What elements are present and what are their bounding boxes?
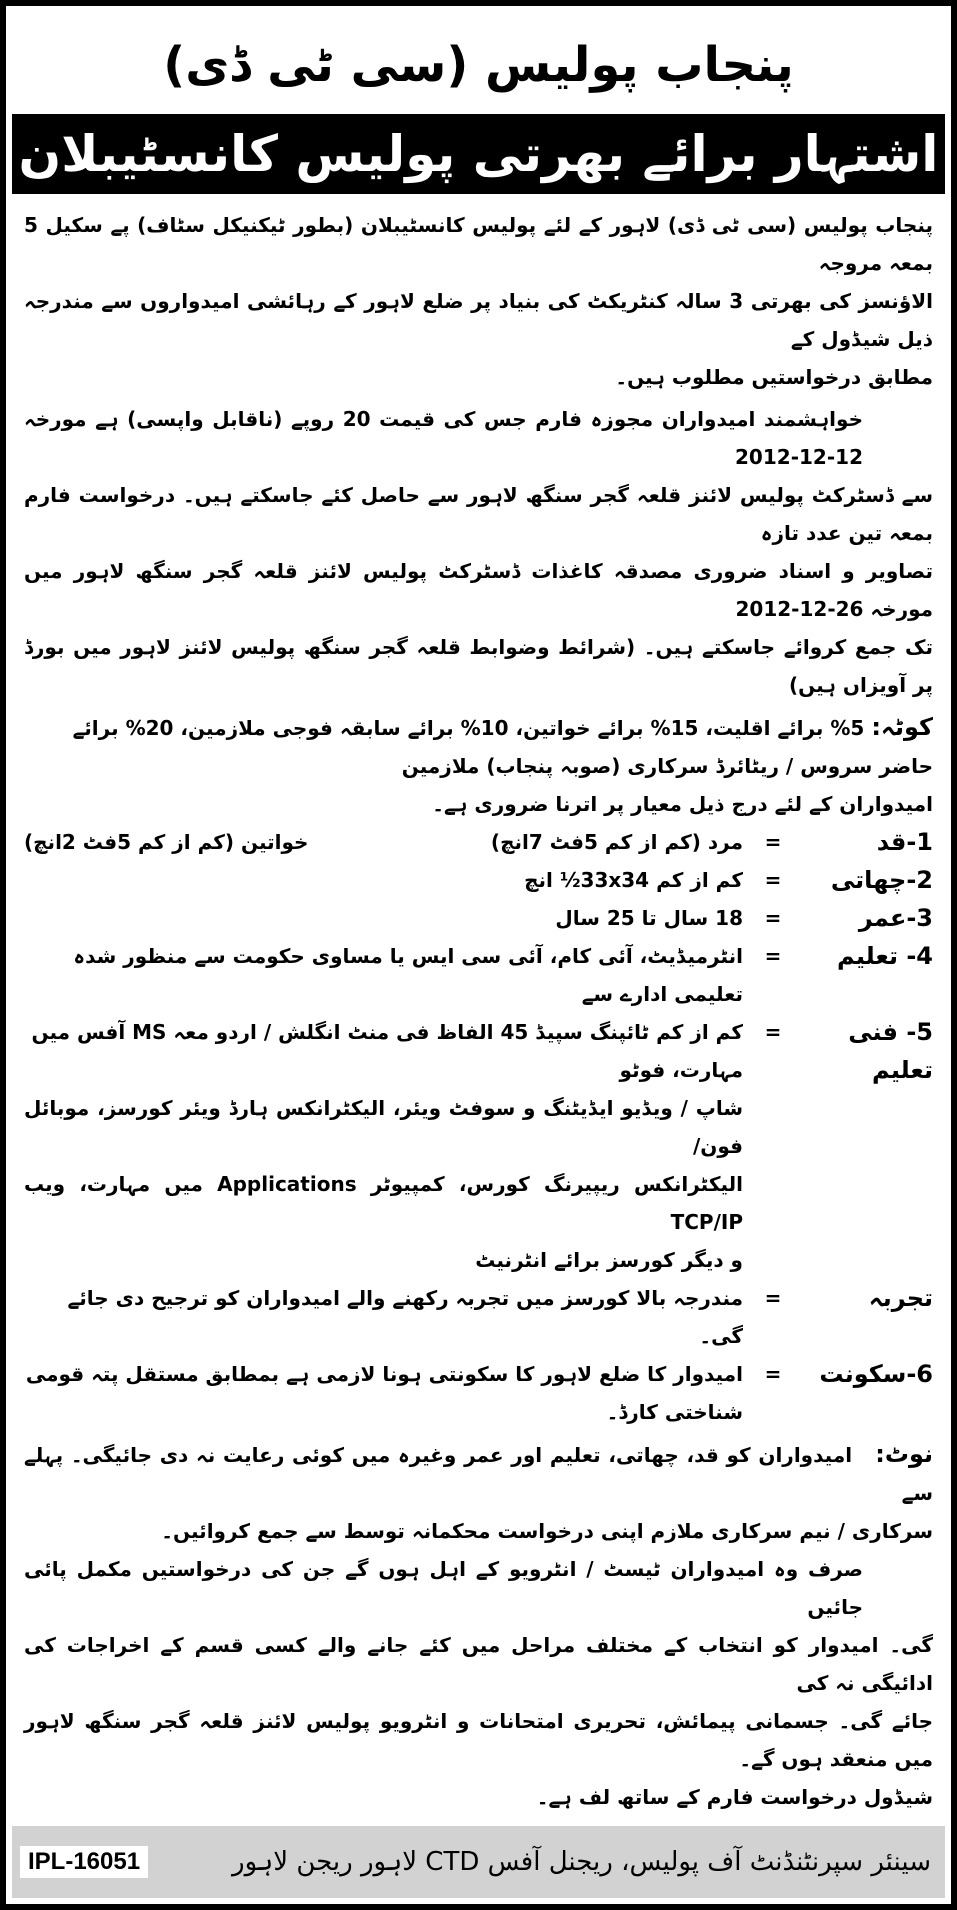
criteria-label: 3-عمر (858, 904, 933, 932)
intro-line: الاؤنسز کی بھرتی 3 سالہ کنٹریکٹ کی بنیاد پر ضلع لاہور کے رہائشی امیدواروں سے مندرجہ ذیل شیڈول کے (24, 289, 933, 351)
equals-sign: = (764, 1286, 782, 1310)
advertisement (6, 6, 951, 1904)
note-line: شیڈول درخواست فارم کے ساتھ لف ہے۔ (536, 1785, 933, 1809)
technical-continued: شاپ / ویڈیو ایڈیٹنگ و سوفٹ ویئر، الیکٹرانکس ہارڈ ویئر کورسز، موبائل فون/ (24, 1096, 743, 1158)
criteria-chest (24, 861, 933, 899)
application-line: تک جمع کروائے جاسکتے ہیں۔ (شرائط وضوابط قلعہ گجر سنگھ پولیس لائنز لاہور میں بورڈ پر آویزاں ہیں) (24, 635, 933, 697)
application-line: خواہشمند امیدواران مجوزہ فارم جس کی قیمت 20 روپے (ناقابل واپسی) ہے مورخہ 12-12-2012 (24, 407, 863, 469)
footer-band (12, 1826, 945, 1898)
criteria-height (24, 823, 933, 861)
note-line: گی۔ امیدوار کو انتخاب کے مختلف مراحل میں کئے جانے والے کسی قسم کے اخراجات کی ادائیگی نہ کی (24, 1633, 933, 1695)
criteria-value: کم از کم 33x34½ انچ (524, 868, 743, 892)
ad-banner-heading: اشتہار برائے بھرتی پولیس کانسٹیبلان (12, 114, 945, 194)
criteria-value-women: خواتین (کم از کم 5فٹ 2انچ) (24, 830, 309, 854)
ad-code: IPL-16051 (20, 1846, 148, 1878)
criteria-value: مرد (کم از کم 5فٹ 7انچ) (490, 830, 743, 854)
criteria-label: 2-چھاتی (830, 866, 933, 894)
criteria-value: مندرجہ بالا کورسز میں تجربہ رکھنے والے امیدواران کو ترجیح دی جائے گی۔ (67, 1286, 743, 1348)
criteria-value: انٹرمیڈیٹ، آئی کام، آئی سی ایس یا مساوی حکومت سے منظور شدہ تعلیمی ادارے سے (73, 944, 743, 1006)
criteria-age (24, 899, 933, 937)
equals-sign: = (764, 1020, 782, 1044)
criteria-label: تجربہ (868, 1284, 933, 1312)
intro-line: پنجاب پولیس (سی ٹی ڈی) لاہور کے لئے پولیس کانسٹیبلان (بطور ٹیکنیکل سٹاف) پے سکیل 5 بمعہ مروجہ (24, 213, 933, 275)
criteria-label: 1-قد (876, 828, 933, 856)
quota-line (24, 708, 933, 747)
equals-sign: = (764, 906, 782, 930)
note-text: امیدواران کو قد، چھاتی، تعلیم اور عمر وغیرہ میں کوئی رعایت نہ دی جائیگی۔ پہلے سے (24, 1443, 933, 1505)
quota-line-2: حاضر سروس / ریٹائرڈ سرکاری (صوبہ پنجاب) ملازمین (401, 754, 933, 778)
criteria-domicile (24, 1355, 933, 1431)
quota-label: کوٹہ: (871, 713, 933, 741)
criteria-intro: امیدواران کے لئے درج ذیل معیار پر اترنا ضروری ہے۔ (432, 792, 933, 816)
intro-line: مطابق درخواستیں مطلوب ہیں۔ (615, 365, 933, 389)
ad-body (6, 194, 951, 1826)
quota-text: 5% برائے اقلیت، 15% برائے خواتین، 10% برائے سابقہ فوجی ملازمین، 20% برائے (72, 716, 865, 740)
note-label: نوٹ: (875, 1440, 934, 1468)
criteria-value: امیدوار کا ضلع لاہور کا سکونتی ہونا لازمی ہے بمطابق مستقل پتہ قومی شناختی کارڈ۔ (25, 1362, 743, 1424)
application-line: سے ڈسٹرکٹ پولیس لائنز قلعہ گجر سنگھ لاہور سے حاصل کئے جاسکتے ہیں۔ درخواست فارم بمعہ تین عدد تازہ (24, 483, 933, 545)
equals-sign: = (764, 1362, 782, 1386)
equals-sign: = (764, 868, 782, 892)
criteria-label: 5- فنی تعلیم (848, 1018, 933, 1084)
note-line: صرف وہ امیدواران ٹیسٹ / انٹرویو کے اہل ہوں گے جن کی درخواستیں مکمل پائی جائیں (24, 1557, 863, 1619)
technical-continued: و دیگر کورسز برائے انٹرنیٹ (475, 1248, 743, 1272)
criteria-technical (24, 1013, 933, 1089)
signature: سینئر سپرنٹنڈنٹ آف پولیس، ریجنل آفس CTD لاہور ریجن لاہور (232, 1847, 931, 1877)
criteria-value: کم از کم ٹائپنگ سپیڈ 45 الفاظ فی منٹ انگلش / اردو معہ MS آفس میں مہارت، فوٹو (31, 1020, 743, 1082)
note-line: سرکاری / نیم سرکاری ملازم اپنی درخواست محکمانہ توسط سے جمع کروائیں۔ (161, 1519, 933, 1543)
criteria-label: 6-سکونت (819, 1360, 933, 1388)
criteria-value: 18 سال تا 25 سال (555, 906, 743, 930)
equals-sign: = (764, 830, 782, 854)
ad-title: پنجاب پولیس (سی ٹی ڈی) (163, 37, 794, 93)
criteria-label: 4- تعلیم (837, 942, 933, 970)
note-line: جائے گی۔ جسمانی پیمائش، تحریری امتحانات و انٹرویو پولیس لائنز قلعہ گجر سنگھ لاہور میں منعقد ہوں گے۔ (24, 1709, 933, 1771)
criteria-experience (24, 1279, 933, 1355)
note-line (24, 1435, 933, 1512)
criteria-education (24, 937, 933, 1013)
application-line: تصاویر و اسناد ضروری مصدقہ کاغذات ڈسٹرکٹ پولیس لائنز قلعہ گجر سنگھ لاہور میں مورخہ 26-12-2012 (24, 559, 933, 621)
equals-sign: = (764, 944, 782, 968)
technical-continued: الیکٹرانکس ریپیرنگ کورس، کمپیوٹر Applications میں مہارت، ویب TCP/IP (24, 1172, 744, 1234)
